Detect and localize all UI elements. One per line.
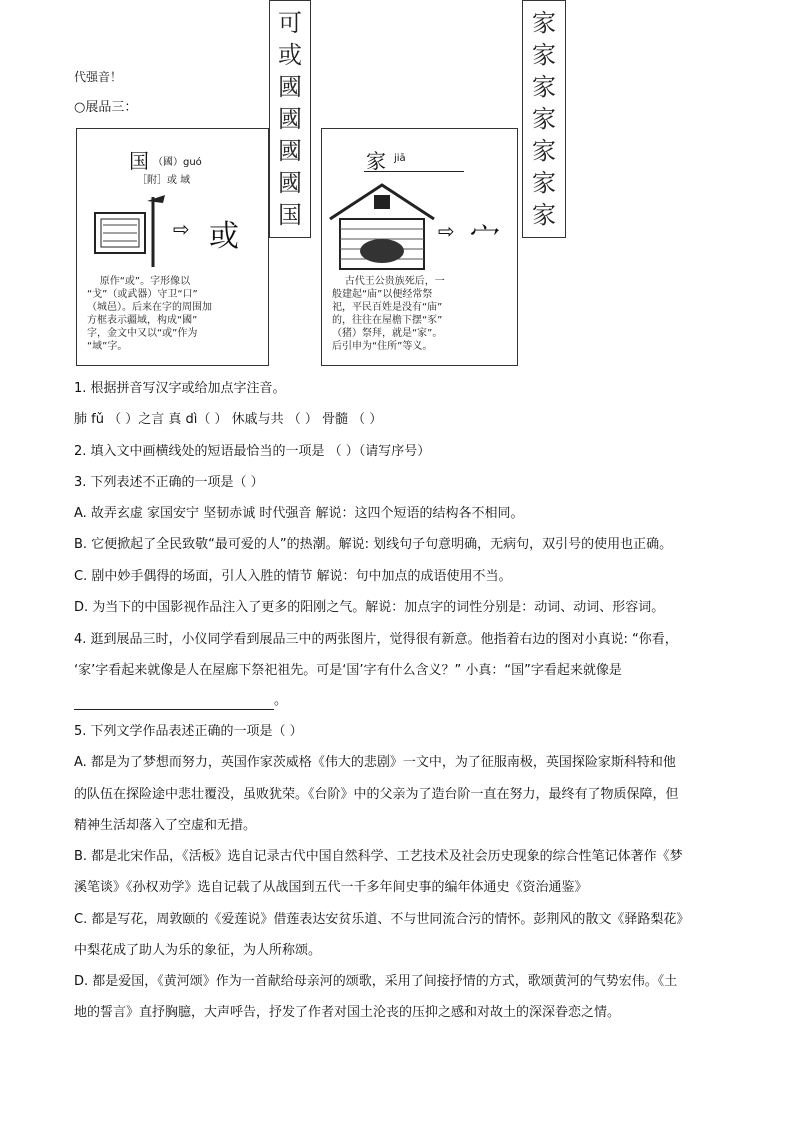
question-5-option-d-1: D. 都是爱国，《黄河颂》作为一首献给母亲河的颂歌，采用了间接抒情的方式，歌颂黄河的气势宏伟。《土 <box>74 974 678 989</box>
jia-evo-6: 家 <box>532 201 556 229</box>
jia-description: 古代王公贵族死后，一 般建起“庙”以便经常祭 祀，平民百姓是没有“庙” 的，往往在屋檐下摆“豕” （猪）祭拜，就是“家”。 后引申为“住所”等义。 <box>332 276 445 352</box>
question-4-line-2: ‘家’字看起来就像是人在屋廊下祭祀祖先。可是‘国’字有什么含义？” 小真：“国”字看起来就像是 <box>74 663 622 678</box>
question-5-option-c-2: 中梨花成了助人为乐的象征，为人所称颂。 <box>74 943 322 958</box>
question-3-option-c: C. 剧中妙手偶得的场面，引人入胜的情节 解说：句中加点的成语使用不当。 <box>74 569 512 584</box>
jia-pinyin: jiā <box>394 153 406 164</box>
jia-evo-4: 家 <box>532 137 556 165</box>
jia-underline <box>364 171 464 172</box>
jia-evo-0: 家 <box>532 9 556 37</box>
jia-evo-1: 家 <box>532 41 556 69</box>
question-5-option-c-1: C. 都是写花，周敦颐的《爱莲说》借莲表达安贫乐道、不与世同流合污的情怀。彭荆风的散文《驿路梨花》 <box>74 912 690 927</box>
guo-ancient-glyph: 或 <box>209 219 239 254</box>
question-3-option-a: A. 故弄玄虚 家国安宁 坚韧赤诚 时代强音 解说：这四个短语的结构各不相同。 <box>74 506 524 521</box>
question-5-option-b-1: B. 都是北宋作品，《活板》选自记录古代中国自然科学、工艺技术及社会历史现象的综合性笔记体著作《梦 <box>74 849 683 864</box>
guo-panel <box>76 128 269 366</box>
question-5: 5. 下列文学作品表述正确的一项是（ ） <box>74 724 303 739</box>
page-fragment: 代强音！ <box>74 70 123 84</box>
guo-evo-1: 或 <box>278 41 302 69</box>
question-3: 3. 下列表述不正确的一项是（ ） <box>74 475 264 490</box>
guo-evo-6: 国 <box>278 201 302 229</box>
house-illustration <box>326 179 438 271</box>
guo-evo-2: 國 <box>278 73 302 101</box>
jia-ancient-glyph: 宀 <box>470 221 500 256</box>
question-5-option-b-2: 溪笔谈》《孙权劝学》选自记载了从战国到五代一千多年间史事的编年体通史《资治通鉴》 <box>74 880 588 895</box>
question-4-end: 。 <box>274 693 288 708</box>
answer-blank[interactable] <box>74 695 274 710</box>
question-1: 1. 根据拼音写汉字或给加点字注音。 <box>74 381 286 396</box>
question-2: 2. 填入文中画横线处的短语最恰当的一项是 （ ）（请写序号） <box>74 444 431 459</box>
guo-attach: ［附］或 域 <box>137 175 191 186</box>
question-5-option-a-1: A. 都是为了梦想而努力，英国作家茨威格《伟大的悲剧》一文中，为了征服南极，英国探险家斯科特和他 <box>74 755 676 770</box>
question-3-option-d: D. 为当下的中国影视作品注入了更多的阳刚之气。解说：加点字的词性分别是：动词、动词、形容词。 <box>74 600 665 615</box>
jia-evo-3: 家 <box>532 105 556 133</box>
question-4-line-1: 4. 逛到展品三时，小仪同学看到展品三中的两张图片，觉得很有新意。他指着右边的图对小真说: “你看， <box>74 632 678 647</box>
guo-note: （國）guó <box>153 157 202 168</box>
jia-evolution-strip <box>522 0 566 238</box>
arrow-right-icon: ⇨ <box>438 219 455 243</box>
jia-char: 家 <box>366 149 386 173</box>
guo-description: 原作“或”。字形像以 “戈”（或武器）守卫“口” （城邑）。后来在字的周围加 方框表示疆域，构成“國” 字，金文中又以“或”作为 “域”字。 <box>87 276 212 352</box>
arrow-right-icon: ⇨ <box>173 217 190 241</box>
guo-char: 国 <box>129 149 149 173</box>
guo-evo-3: 國 <box>278 105 302 133</box>
question-1-items: 肺 fǔ （ ）之言 真 dì（ ） 休戚与共 （ ） 骨髓 （ ） <box>74 412 383 427</box>
question-5-option-d-2: 地的誓言》直抒胸臆，大声呼告，抒发了作者对国土沦丧的压抑之感和对故土的深深眷恋之情。 <box>74 1005 621 1020</box>
ancient-city-illustration <box>91 191 171 271</box>
question-3-option-b: B. 它便掀起了全民致敬“最可爱的人”的热潮。解说: 划线句子句意明确，无病句，双引号的使用也正确。 <box>74 537 673 552</box>
guo-evolution-strip <box>269 0 311 238</box>
jia-evo-2: 家 <box>532 73 556 101</box>
jia-panel <box>321 128 518 366</box>
question-5-option-a-3: 精神生活却落入了空虚和无措。 <box>74 818 257 833</box>
guo-evo-0: 可 <box>278 9 302 37</box>
guo-evo-5: 國 <box>278 169 302 197</box>
jia-evo-5: 家 <box>532 169 556 197</box>
question-5-option-a-2: 的队伍在探险途中悲壮覆没，虽败犹荣。《台阶》中的父亲为了造台阶一直在努力，最终有了物质保障，但 <box>74 787 679 802</box>
exhibit-heading: ○展品三： <box>74 100 138 115</box>
guo-evo-4: 國 <box>278 137 302 165</box>
question-4-answer-line <box>74 692 287 710</box>
